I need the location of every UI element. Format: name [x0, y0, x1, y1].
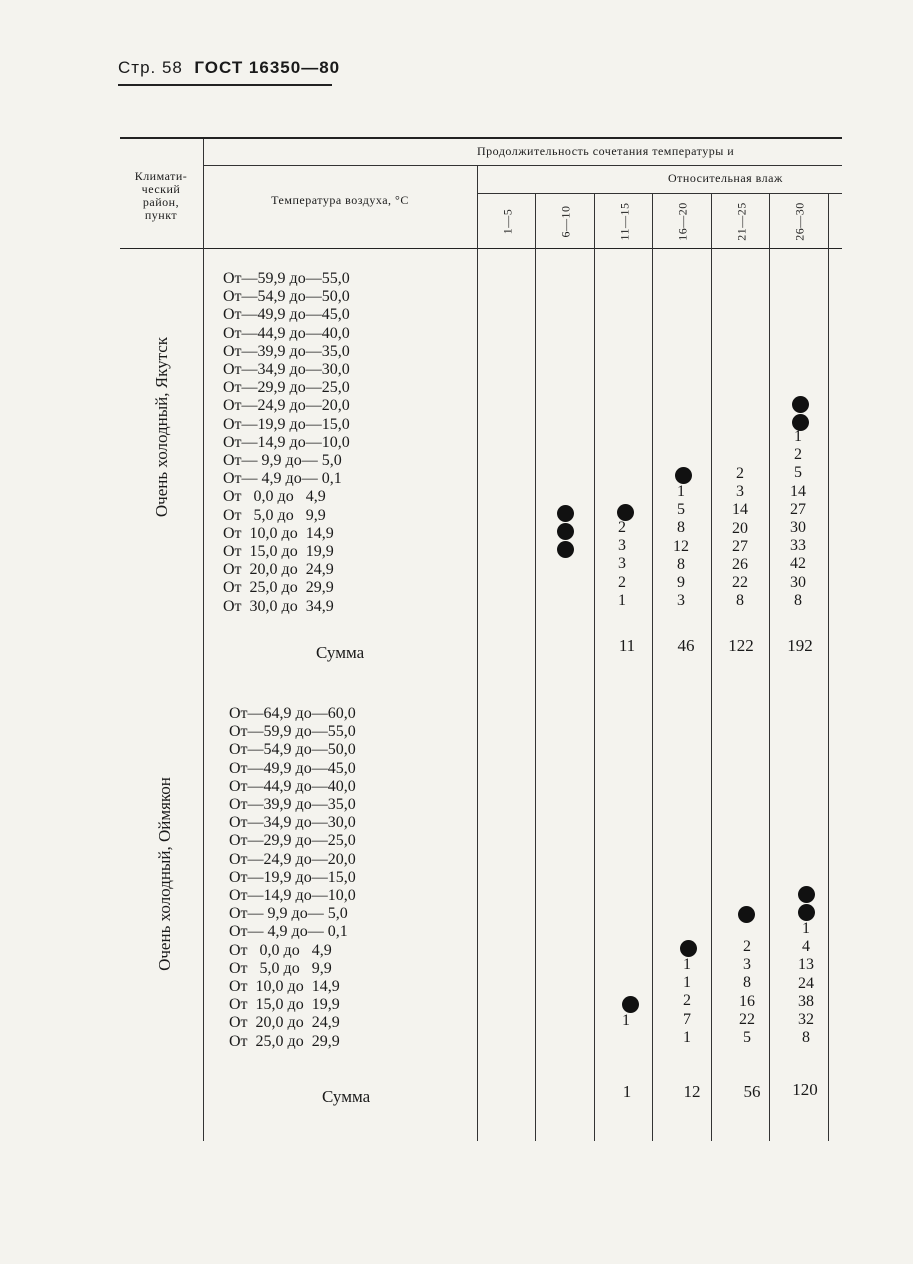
table-top-rule	[120, 137, 842, 139]
col-divider-8	[828, 194, 829, 1141]
value-cell: 8	[736, 592, 744, 610]
sum-label-yakutsk: Сумма	[316, 643, 365, 662]
value-cell: 8	[677, 555, 685, 573]
sum-yakutsk-11-15: 11	[618, 636, 636, 655]
col-divider-4	[594, 194, 595, 1141]
page-header	[118, 58, 340, 78]
col-divider-2	[477, 166, 478, 1141]
value-cell: 5	[794, 464, 802, 482]
value-cell: 1	[683, 1028, 691, 1046]
temperature-row: От—24,9 до—20,0	[223, 397, 350, 415]
page-label: Стр. 58	[118, 58, 183, 77]
humidity-col-3: 11—15	[617, 202, 632, 241]
temperature-row: От—29,9 до—25,0	[223, 379, 350, 397]
header-duration: Продолжительность сочетания температуры и	[477, 144, 735, 158]
value-cell: 4	[802, 938, 810, 956]
temperature-row: От 30,0 до 34,9	[223, 597, 334, 615]
temperature-row: От—59,9 до—55,0	[223, 270, 350, 287]
value-cell: 8	[677, 519, 685, 537]
temperature-row: От 0,0 до 4,9	[229, 941, 332, 959]
value-cell: 1	[683, 956, 691, 973]
dot-marker	[557, 523, 574, 540]
value-cell: 3	[618, 555, 626, 573]
value-cell: 2	[683, 992, 691, 1010]
table-header-rule	[120, 248, 842, 249]
value-cell: 38	[798, 992, 814, 1010]
sum-oymyakon-11-15: 1	[622, 1082, 632, 1101]
yakutsk-col-26-30	[778, 428, 818, 610]
value-cell: 22	[739, 1010, 755, 1028]
temperature-row: От—64,9 до—60,0	[229, 705, 356, 722]
value-cell: 5	[743, 1029, 751, 1047]
sum-oymyakon-21-25: 56	[743, 1082, 761, 1101]
sum-oymyakon-16-20: 12	[683, 1082, 701, 1101]
value-cell: 30	[790, 519, 806, 537]
value-cell: 2	[743, 938, 751, 955]
temperature-rows-yakutsk	[223, 270, 350, 616]
oymyakon-col-26-30	[786, 920, 826, 1047]
value-cell: 30	[790, 573, 806, 591]
header-humidity: Относительная влаж	[668, 171, 783, 185]
value-cell: 22	[732, 574, 748, 592]
oymyakon-col-16-20	[667, 956, 707, 1047]
temperature-row: От— 9,9 до— 5,0	[223, 452, 342, 470]
sum-label-oymyakon: Сумма	[322, 1087, 371, 1106]
humidity-col-5: 21—25	[734, 202, 749, 241]
yakutsk-col-11-15	[602, 519, 642, 610]
header-temperature: Температура воздуха, °С	[271, 193, 409, 207]
value-cell: 2	[618, 519, 626, 536]
value-cell: 1	[683, 974, 691, 992]
dot-marker	[680, 940, 697, 957]
value-cell: 27	[732, 537, 748, 555]
dot-marker	[675, 467, 692, 484]
value-cell: 1	[802, 920, 810, 937]
standard-code: ГОСТ 16350—80	[194, 58, 341, 77]
header-region: Климати- ческий район, пункт	[134, 169, 188, 222]
temperature-row: От—19,9 до—15,0	[229, 868, 356, 886]
value-cell: 1	[618, 591, 626, 609]
temperature-row: От 15,0 до 19,9	[223, 543, 334, 561]
temperature-row: От—49,9 до—45,0	[229, 759, 356, 777]
temperature-row: От—39,9 до—35,0	[229, 796, 356, 814]
value-cell: 9	[677, 574, 685, 592]
temperature-row: От—34,9 до—30,0	[229, 814, 356, 832]
yakutsk-col-16-20	[661, 483, 701, 610]
oymyakon-col-11-15	[606, 1012, 646, 1030]
temperature-row: От—54,9 до—50,0	[229, 741, 356, 759]
dot-marker	[792, 396, 809, 413]
temperature-row: От 5,0 до 9,9	[229, 959, 332, 977]
group-rule	[203, 165, 842, 166]
value-cell: 12	[673, 537, 689, 555]
temperature-row: От— 9,9 до— 5,0	[229, 905, 348, 923]
temperature-row: От—19,9 до—15,0	[223, 415, 350, 433]
value-cell: 26	[732, 556, 748, 574]
temperature-row: От—14,9 до—10,0	[223, 433, 350, 451]
temperature-row: От 10,0 до 14,9	[229, 978, 340, 996]
col-divider-3	[535, 194, 536, 1141]
humidity-col-6: 26—30	[792, 202, 807, 241]
temperature-row: От—24,9 до—20,0	[229, 850, 356, 868]
value-cell: 3	[618, 537, 626, 555]
temperature-row: От 25,0 до 29,9	[229, 1032, 340, 1050]
value-cell: 3	[743, 956, 751, 974]
value-cell: 2	[736, 465, 744, 482]
temperature-row: От 10,0 до 14,9	[223, 524, 334, 542]
temperature-row: От—54,9 до—50,0	[223, 288, 350, 306]
temperature-row: От—44,9 до—40,0	[229, 777, 356, 795]
temperature-rows-oymyakon	[229, 705, 356, 1051]
value-cell: 1	[622, 1012, 630, 1029]
temperature-row: От—39,9 до—35,0	[223, 342, 350, 360]
value-cell: 20	[732, 519, 748, 537]
value-cell: 3	[677, 592, 685, 610]
dot-marker	[738, 906, 755, 923]
region-oymyakon: Очень холодный, Оймякон	[155, 777, 174, 971]
col-divider-5	[652, 194, 653, 1141]
temperature-row: От 20,0 до 24,9	[229, 1014, 340, 1032]
value-cell: 14	[732, 501, 748, 519]
dot-marker	[622, 996, 639, 1013]
value-cell: 7	[683, 1010, 691, 1028]
temperature-row: От— 4,9 до— 0,1	[229, 923, 348, 941]
humidity-col-2: 6—10	[558, 205, 573, 238]
dot-marker	[557, 505, 574, 522]
temperature-row: От—49,9 до—45,0	[223, 306, 350, 324]
value-cell: 1	[794, 428, 802, 445]
yakutsk-col-21-25	[720, 465, 760, 611]
value-cell: 14	[790, 482, 806, 500]
temperature-row: От 0,0 до 4,9	[223, 488, 326, 506]
temperature-row: От—59,9 до—55,0	[229, 723, 356, 741]
value-cell: 1	[677, 483, 685, 500]
value-cell: 13	[798, 956, 814, 974]
humidity-col-1: 1—5	[500, 208, 515, 235]
temperature-row: От 5,0 до 9,9	[223, 506, 326, 524]
region-yakutsk: Очень холодный, Якутск	[152, 336, 171, 518]
value-cell: 42	[790, 555, 806, 573]
value-cell: 3	[736, 483, 744, 501]
sum-oymyakon-26-30: 120	[792, 1080, 818, 1099]
value-cell: 2	[618, 573, 626, 591]
col-divider-7	[769, 194, 770, 1141]
temperature-row: От— 4,9 до— 0,1	[223, 470, 342, 488]
temperature-row: От—34,9 до—30,0	[223, 361, 350, 379]
oymyakon-col-21-25	[727, 938, 767, 1047]
temperature-row: От 15,0 до 19,9	[229, 996, 340, 1014]
col-divider-1	[203, 139, 204, 1141]
sum-yakutsk-21-25: 122	[728, 636, 754, 655]
sum-yakutsk-16-20: 46	[677, 636, 695, 655]
dot-marker	[798, 886, 815, 903]
temperature-row: От—29,9 до—25,0	[229, 832, 356, 850]
dot-marker	[557, 541, 574, 558]
value-cell: 33	[790, 537, 806, 555]
value-cell: 5	[677, 501, 685, 519]
subgroup-rule	[477, 193, 842, 194]
value-cell: 8	[743, 974, 751, 992]
temperature-row: От—44,9 до—40,0	[223, 324, 350, 342]
value-cell: 24	[798, 974, 814, 992]
value-cell: 2	[794, 446, 802, 464]
temperature-row: От 20,0 до 24,9	[223, 561, 334, 579]
humidity-col-4: 16—20	[675, 202, 690, 241]
col-divider-6	[711, 194, 712, 1141]
dot-marker	[798, 904, 815, 921]
value-cell: 8	[802, 1029, 810, 1047]
temperature-row: От—14,9 до—10,0	[229, 887, 356, 905]
sum-yakutsk-26-30: 192	[787, 636, 813, 655]
value-cell: 8	[794, 591, 802, 609]
header-underline	[118, 84, 332, 86]
temperature-row: От 25,0 до 29,9	[223, 579, 334, 597]
value-cell: 27	[790, 500, 806, 518]
value-cell: 16	[739, 992, 755, 1010]
value-cell: 32	[798, 1011, 814, 1029]
